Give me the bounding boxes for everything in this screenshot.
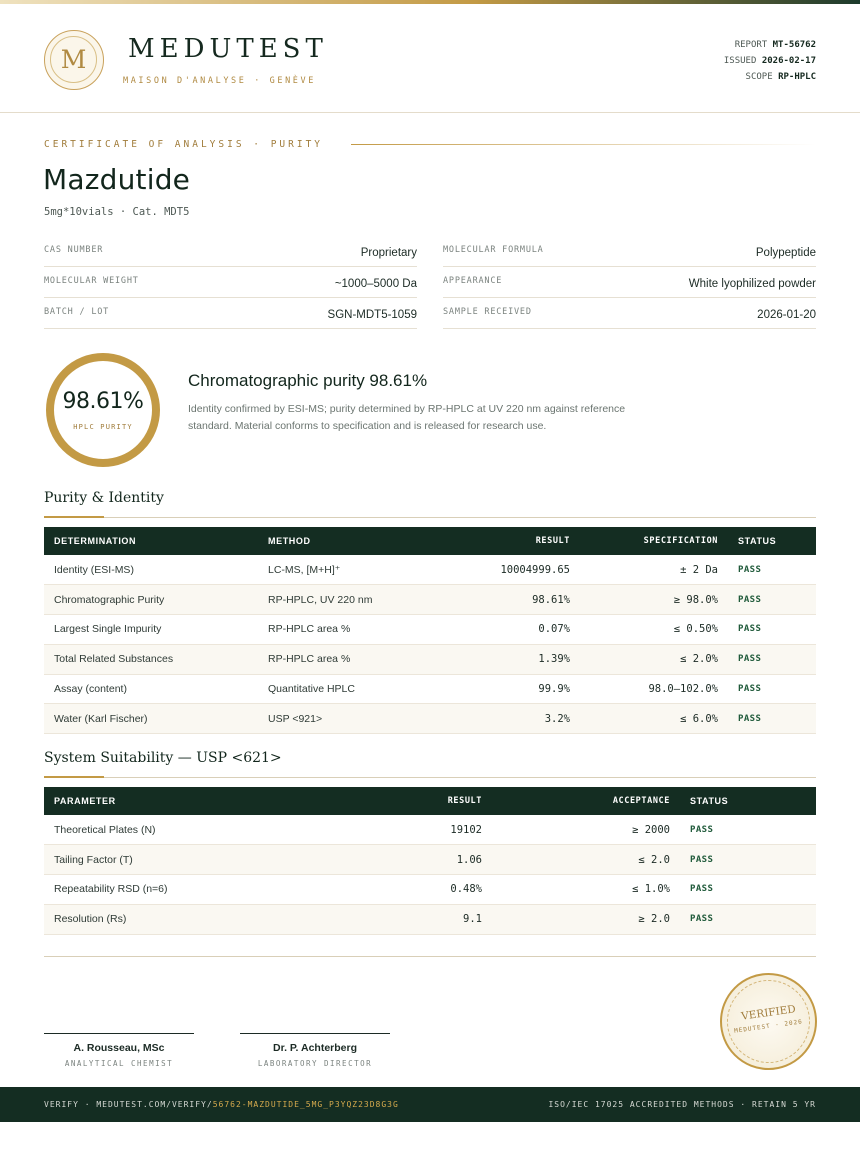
brand-tagline: MAISON D'ANALYSE · GENÈVE [123,76,316,86]
status-badge: PASS [728,555,816,585]
signatory-role: ANALYTICAL CHEMIST [64,1059,174,1068]
scope: SCOPE RP-HPLC [745,72,816,82]
table-header-row [44,787,816,815]
section-title-purity: Purity & Identity [44,490,164,506]
result-cell: 10004999.65 [438,555,580,585]
property-value: Proprietary [360,247,417,259]
status-badge: PASS [680,904,816,934]
product-title: Mazdutide [43,163,191,196]
determination-cell: Water (Karl Fischer) [44,704,258,734]
parameter-cell: Resolution (Rs) [44,904,344,934]
purity-table [44,527,816,734]
property-label: MOLECULAR WEIGHT [44,276,139,286]
table-row [44,644,816,674]
method-cell: RP-HPLC area % [258,644,438,674]
summary-text: Identity confirmed by ESI-MS; purity determined by RP-HPLC at UV 220 nm against reference standard. Material conforms to specification and is released for research use. [188,403,626,432]
status-badge: PASS [728,704,816,734]
summary-title: Chromatographic purity 98.61% [188,371,428,390]
property-cas-number [44,236,417,267]
table-row [44,815,816,845]
section-accent [44,516,104,518]
acceptance-cell: ≤ 2.0 [492,845,680,875]
acceptance-cell: ≥ 2000 [492,815,680,845]
specification-cell: ≤ 2.0% [580,644,728,674]
status-badge: PASS [680,875,816,905]
table-row [44,875,816,905]
result-cell: 9.1 [344,904,492,934]
property-label: BATCH / LOT [44,307,110,317]
suitability-table [44,787,816,935]
seal-sub-text: MEDUTEST · 2026 [733,1018,804,1035]
result-cell: 99.9% [438,674,580,704]
specification-cell: ≤ 0.50% [580,615,728,645]
table-row [44,904,816,934]
section-rule [44,517,816,518]
brand-logo [44,30,104,90]
brand-name: MEDUTEST [128,34,328,64]
column-header: SPECIFICATION [580,527,728,555]
column-header: DETERMINATION [44,527,258,555]
result-cell: 3.2% [438,704,580,734]
verified-seal [720,973,817,1070]
verify-code: 56762-MAZDUTIDE_5MG_P3YQZ23D8G3G [212,1100,399,1109]
status-badge: PASS [728,585,816,615]
parameter-cell: Tailing Factor (T) [44,845,344,875]
result-cell: 98.61% [438,585,580,615]
column-header: RESULT [344,787,492,815]
acceptance-cell: ≤ 1.0% [492,875,680,905]
acceptance-cell: ≥ 2.0 [492,904,680,934]
determination-cell: Chromatographic Purity [44,585,258,615]
column-header: ACCEPTANCE [492,787,680,815]
table-header-row [44,527,816,555]
method-cell: RP-HPLC area % [258,615,438,645]
column-header: RESULT [438,527,580,555]
method-cell: LC-MS, [M+H]⁺ [258,555,438,585]
determination-cell: Total Related Substances [44,644,258,674]
column-header: STATUS [680,787,816,815]
status-badge: PASS [680,815,816,845]
seal-main-text: VERIFIED [740,1003,797,1023]
method-cell: USP <921> [258,704,438,734]
signature-analytical-chemist [44,1033,194,1068]
status-badge: PASS [728,674,816,704]
table-row [44,845,816,875]
result-cell: 19102 [344,815,492,845]
column-header: STATUS [728,527,816,555]
product-subtitle: 5mg*10vials · Cat. MDT5 [44,206,190,218]
section-accent [44,776,104,778]
logo-letter: M [60,45,87,74]
eyebrow-divider [351,144,816,145]
method-cell: RP-HPLC, UV 220 nm [258,585,438,615]
parameter-cell: Repeatability RSD (n=6) [44,875,344,905]
property-batch-lot [44,298,417,329]
property-molecular-formula [443,236,816,267]
signatory-name: A. Rousseau, MSc [73,1042,165,1054]
table-row [44,615,816,645]
property-value: ~1000–5000 Da [334,278,417,290]
property-value: 2026-01-20 [757,309,816,321]
issued-date: ISSUED 2026-02-17 [723,56,816,66]
table-row [44,585,816,615]
specification-cell: ± 2 Da [580,555,728,585]
property-value: SGN-MDT5-1059 [327,309,417,321]
signature-divider [44,956,816,957]
specification-cell: ≤ 6.0% [580,704,728,734]
result-cell: 1.39% [438,644,580,674]
verify-link[interactable]: VERIFY · MEDUTEST.COM/VERIFY/56762-MAZDUTIDE_5MG_P3YQZ23D8G3G [44,1100,399,1109]
signature-laboratory-director [240,1033,390,1068]
specification-cell: ≥ 98.0% [580,585,728,615]
method-cell: Quantitative HPLC [258,674,438,704]
report-meta [724,37,816,85]
signatory-role: LABORATORY DIRECTOR [257,1059,373,1068]
signatory-name: Dr. P. Achterberg [272,1042,358,1054]
property-sample-received [443,298,816,329]
property-label: APPEARANCE [443,276,503,286]
determination-cell: Assay (content) [44,674,258,704]
report-number: REPORT MT-56762 [734,40,816,50]
certificate-eyebrow: CERTIFICATE OF ANALYSIS · PURITY [44,139,324,150]
footer [0,1087,860,1122]
property-value: Polypeptide [755,247,816,259]
purity-label: HPLC PURITY [73,423,133,431]
result-cell: 0.48% [344,875,492,905]
parameter-cell: Theoretical Plates (N) [44,815,344,845]
column-header: PARAMETER [44,787,344,815]
result-cell: 1.06 [344,845,492,875]
property-molecular-weight [44,267,417,298]
purity-ring [46,353,160,467]
property-label: CAS NUMBER [44,245,104,255]
status-badge: PASS [728,615,816,645]
accreditation-note: ISO/IEC 17025 ACCREDITED METHODS · RETAIN 5 YR [548,1100,816,1109]
section-title-suitability: System Suitability — USP <621> [44,750,282,766]
specification-cell: 98.0–102.0% [580,674,728,704]
property-label: SAMPLE RECEIVED [443,307,532,317]
status-badge: PASS [680,845,816,875]
section-rule [44,777,816,778]
status-badge: PASS [728,644,816,674]
table-row [44,704,816,734]
purity-value: 98.61% [62,389,144,414]
column-header: METHOD [258,527,438,555]
table-row [44,555,816,585]
header [0,4,860,113]
table-row [44,674,816,704]
property-label: MOLECULAR FORMULA [443,245,544,255]
result-cell: 0.07% [438,615,580,645]
property-grid [44,236,816,329]
property-value: White lyophilized powder [688,278,816,290]
determination-cell: Largest Single Impurity [44,615,258,645]
determination-cell: Identity (ESI-MS) [44,555,258,585]
property-appearance [443,267,816,298]
